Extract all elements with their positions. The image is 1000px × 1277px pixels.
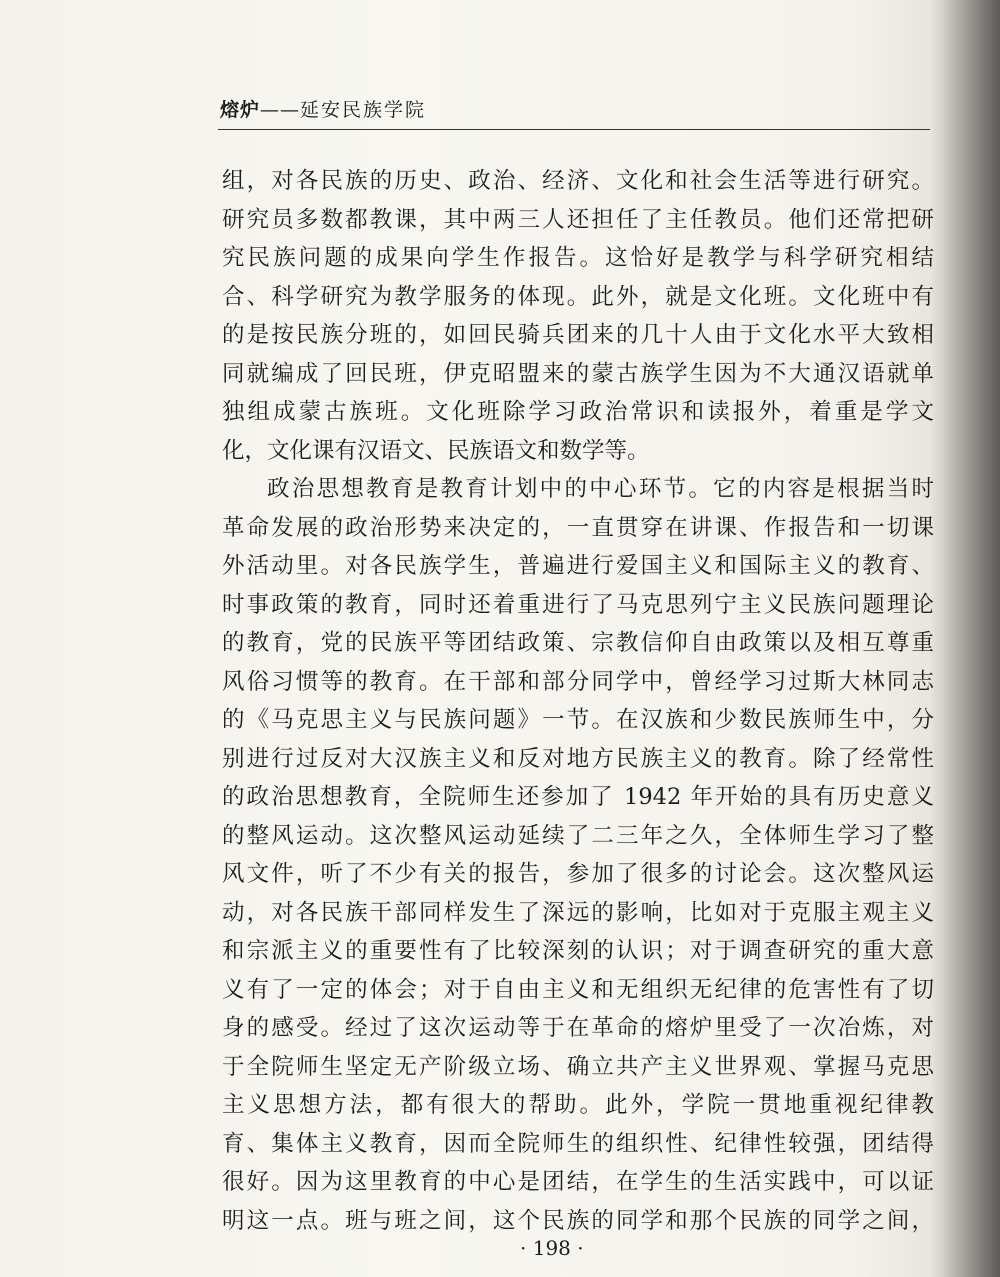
text-line: 合、科学研究为教学服务的体现。此外，就是文化班。文化班中有 [222,283,934,310]
chapter-subtitle: 延安民族学院 [300,99,427,121]
text-line: 的是按民族分班的，如回民骑兵团来的几十人由于文化水平大致相 [222,322,934,348]
text-line: 研究员多数都教课，其中两三人还担任了主任教员。他们还常把研 [222,206,934,233]
text-line: 主义思想方法，都有很大的帮助。此外，学院一贯地重视纪律教 [222,1092,934,1118]
text-line: 外活动里。对各民族学生，普遍进行爱国主义和国际主义的教育、 [222,553,934,579]
text-line: 动，对各民族干部同样发生了深远的影响，比如对于克服主观主义 [222,899,934,926]
running-header [220,95,426,122]
text-line: 化，文化课有汉语文、民族语文和数学等。 [222,437,650,464]
text-line: 的《马克思主义与民族问题》一节。在汉族和少数民族师生中，分 [222,707,934,733]
text-line: 的教育，党的民族平等团结政策、宗教信仰自由政策以及相互尊重 [222,630,934,656]
text-line: 很好。因为这里教育的中心是团结，在学生的生活实践中，可以证 [222,1169,934,1195]
header-rule [218,129,930,130]
text-line: 风文件，听了不少有关的报告，参加了很多的讨论会。这次整风运 [222,861,934,887]
text-line: 革命发展的政治形势来决定的，一直贯穿在讲课、作报告和一切课 [222,514,934,541]
header-separator: —— [260,99,301,121]
text-line: 于全院师生坚定无产阶级立场、确立共产主义世界观、掌握马克思 [222,1053,934,1080]
text-line: 风俗习惯等的教育。在干部和部分同学中，曾经学习过斯大林同志 [222,668,934,695]
paragraph-start-line: 政治思想教育是教育计划中的中心环节。它的内容是根据当时 [267,476,934,502]
book-title: 熔炉 [220,99,261,121]
text-line: 明这一点。班与班之间，这个民族的同学和那个民族的同学之间， [222,1207,934,1234]
text-line: 的整风运动。这次整风运动延续了二三年之久，全体师生学习了整 [222,822,934,849]
text-line: 究民族问题的成果向学生作报告。这恰好是教学与科学研究相结 [222,245,934,271]
text-line: 义有了一定的体会；对于自由主义和无组织无纪律的危害性有了切 [222,976,934,1003]
text-line: 的政治思想教育，全院师生还参加了 1942 年开始的具有历史意义 [222,784,934,810]
text-line: 和宗派主义的重要性有了比较深刻的认识；对于调查研究的重大意 [222,938,934,964]
text-line: 同就编成了回民班，伊克昭盟来的蒙古族学生因为不大通汉语就单 [222,360,934,387]
text-line: 身的感受。经过了这次运动等于在革命的熔炉里受了一次冶炼，对 [222,1015,934,1041]
text-line: 育、集体主义教育，因而全院师生的组织性、纪律性较强，团结得 [222,1130,934,1157]
text-line: 时事政策的教育，同时还着重进行了马克思列宁主义民族问题理论 [222,591,934,618]
text-line: 组，对各民族的历史、政治、经济、文化和社会生活等进行研究。 [222,168,934,194]
page-edge-shadow [940,0,1000,1277]
text-line: 独组成蒙古族班。文化班除学习政治常识和读报外，着重是学文 [222,399,934,425]
page-number: · 198 · [520,1236,584,1260]
body-text [222,162,934,1240]
text-line: 别进行过反对大汉族主义和反对地方民族主义的教育。除了经常性 [222,745,934,772]
